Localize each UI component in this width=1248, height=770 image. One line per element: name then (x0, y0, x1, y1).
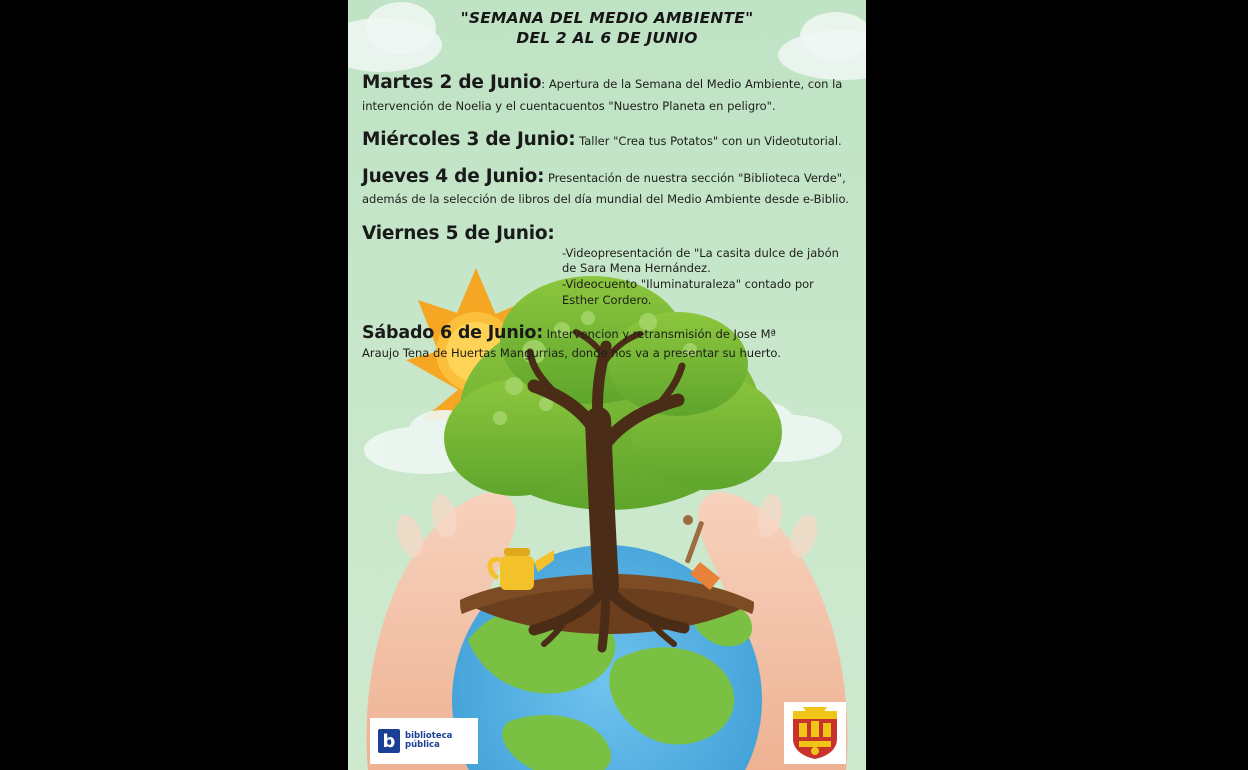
day-entry-jueves (362, 165, 852, 209)
library-mark-icon: b (378, 729, 400, 753)
day-entry-martes (362, 71, 852, 115)
poster-text (348, 0, 866, 361)
day-text-jueves: Presentación de nuestra sección "Biblioteca Verde", además de la selección de libros del día mundial del Medio Ambiente desde e-Biblio. (362, 170, 849, 207)
escudo-municipal-logo (784, 702, 846, 764)
library-logo-line-1: biblioteca (405, 731, 453, 742)
day-entry-viernes (362, 222, 852, 309)
list-item: -Videocuento "Iluminaturaleza" contado por Esther Cordero. (562, 277, 814, 308)
list-item: -Videopresentación de "La casita dulce de jabón de Sara Mena Hernández. (562, 245, 839, 276)
poster (348, 0, 866, 770)
day-text-martes: Apertura de la Semana del Medio Ambiente, con la intervención de Noelia y el cuentacuentos "Nuestro Planeta en peligro". (362, 76, 843, 113)
day-text-sabado-2: Araujo Tena de Huertas Mangurrias, donde nos va a presentar su huerto. (362, 346, 781, 361)
day-name-miercoles: Miércoles 3 de Junio: (362, 129, 576, 151)
day-name-sabado: Sábado 6 de Junio: (362, 322, 543, 343)
day-text-miercoles: Taller "Crea tus Potatos" con un Videotutorial. (579, 134, 842, 149)
crest-icon (789, 705, 841, 761)
day-name-jueves: Jueves 4 de Junio: (362, 165, 545, 187)
day-name-viernes: Viernes 5 de Junio: (362, 222, 555, 244)
day-name-martes: Martes 2 de Junio (362, 71, 542, 93)
day-text-sabado: Intervencion y retransmisión de Jose Mª (546, 326, 776, 341)
viernes-item-list (562, 246, 852, 309)
day-entry-sabado (362, 322, 852, 361)
library-logo-line-2: pública (405, 740, 440, 750)
title-line-2: DEL 2 AL 6 DE JUNIO (516, 29, 698, 48)
title-line-1: "SEMANA DEL MEDIO AMBIENTE" (460, 9, 754, 27)
biblioteca-publica-logo (370, 718, 478, 764)
library-logo-text (405, 732, 452, 750)
page-title (362, 8, 852, 49)
day-separator: : (541, 76, 549, 91)
day-entry-miercoles (362, 128, 852, 152)
